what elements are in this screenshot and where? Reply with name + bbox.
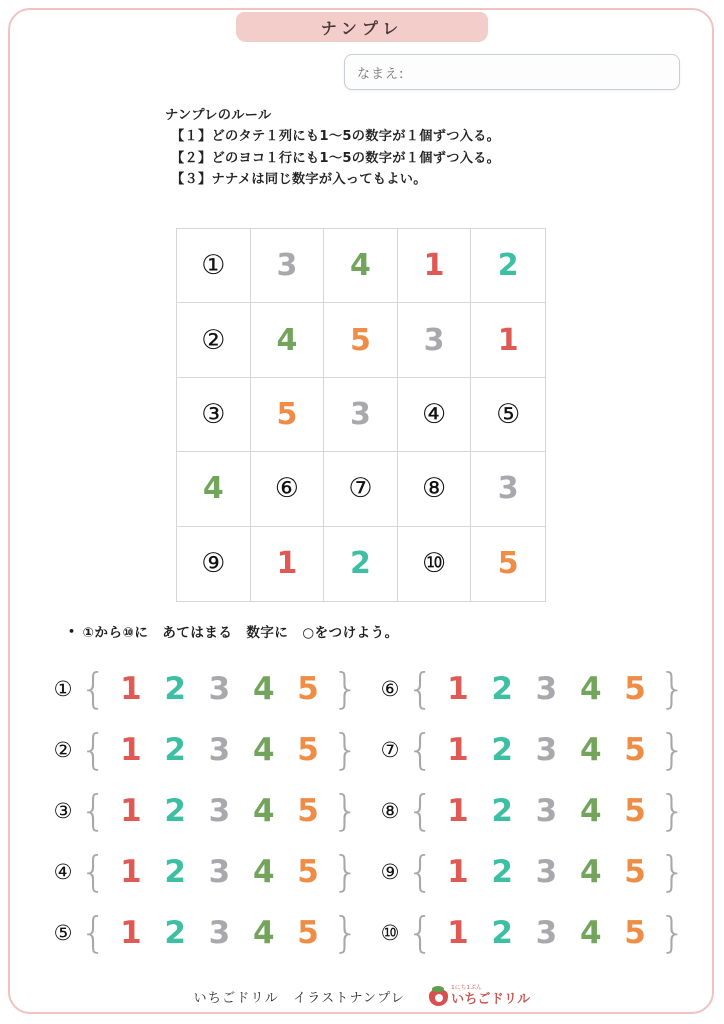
rule-item-3: 【３】ナナメは同じ数字が入ってもよい。 [171, 172, 427, 188]
answer-option-4[interactable]: 4 [579, 853, 602, 890]
footer [0, 986, 724, 1006]
answer-option-3[interactable]: 3 [208, 731, 231, 768]
grid-cell-r3c5[interactable]: ⑤ [471, 378, 545, 452]
answer-row-marker: ⑥ [380, 676, 400, 701]
answer-option-3[interactable]: 3 [535, 670, 558, 707]
grid-cell-r2c2[interactable]: 4 [251, 303, 325, 377]
answer-option-1[interactable]: 1 [120, 853, 142, 890]
answer-option-5[interactable]: 5 [624, 792, 646, 829]
grid-cell-r5c5[interactable]: 5 [497, 546, 519, 582]
answer-option-1[interactable]: 1 [447, 670, 469, 707]
answer-option-3[interactable]: 3 [208, 792, 231, 829]
answer-option-4[interactable]: 4 [579, 670, 602, 707]
grid-cell-r4c2[interactable]: ⑥ [251, 452, 325, 526]
answer-option-2[interactable]: 2 [164, 670, 186, 707]
answer-row-⑥[interactable]: ⑥ { 1 2 3 4 5 } [375, 658, 688, 719]
answer-row-④[interactable]: ④ { 1 2 3 4 5 } [48, 841, 361, 902]
answer-option-2[interactable]: 2 [164, 731, 186, 768]
answer-row-③[interactable]: ③ { 1 2 3 4 5 } [48, 780, 361, 841]
answer-row-②[interactable]: ② { 1 2 3 4 5 } [48, 719, 361, 780]
grid-cell-r4c4[interactable]: ⑧ [398, 452, 472, 526]
answer-option-2[interactable]: 2 [164, 792, 186, 829]
answer-option-4[interactable]: 4 [252, 853, 275, 890]
footer-text: いちごドリル イラストナンプレ [193, 990, 406, 1006]
answer-options [436, 732, 658, 768]
answer-option-2[interactable]: 2 [491, 914, 513, 951]
answer-row-marker: ⑨ [380, 859, 400, 884]
answer-option-3[interactable]: 3 [208, 670, 231, 707]
answer-options [436, 854, 658, 890]
answer-choices[interactable] [48, 658, 688, 963]
answer-option-5[interactable]: 5 [297, 853, 319, 890]
answer-options [436, 793, 658, 829]
name-field-label: なまえ: [357, 66, 405, 82]
answer-option-2[interactable]: 2 [164, 853, 186, 890]
answer-row-⑧[interactable]: ⑧ { 1 2 3 4 5 } [375, 780, 688, 841]
grid-cell-r1c5[interactable]: 2 [471, 229, 545, 303]
answer-option-1[interactable]: 1 [447, 914, 469, 951]
grid-cell-r2c4[interactable]: 3 [398, 303, 472, 377]
answer-option-5[interactable]: 5 [297, 731, 319, 768]
answer-row-marker: ② [53, 737, 73, 762]
answer-row-⑦[interactable]: ⑦ { 1 2 3 4 5 } [375, 719, 688, 780]
answer-row-marker: ⑤ [53, 920, 73, 945]
answer-option-5[interactable]: 5 [297, 670, 319, 707]
rules-block [165, 105, 565, 191]
answer-option-1[interactable]: 1 [447, 731, 469, 768]
answer-options [436, 671, 658, 707]
answer-option-2[interactable]: 2 [164, 914, 186, 951]
answer-option-4[interactable]: 4 [252, 792, 275, 829]
answer-option-5[interactable]: 5 [297, 792, 319, 829]
answer-options [109, 915, 331, 951]
instruction-text: ①から⑩に あてはまる 数字に ○をつけよう。 [82, 625, 399, 641]
sudoku-grid[interactable] [176, 228, 546, 602]
answer-option-1[interactable]: 1 [120, 914, 142, 951]
grid-cell-r3c3[interactable]: 3 [324, 378, 398, 452]
answer-option-3[interactable]: 3 [208, 914, 231, 951]
answer-options [109, 671, 331, 707]
answer-option-3[interactable]: 3 [208, 853, 231, 890]
rule-item-2: 【２】どのヨコ１行にも1〜5の数字が１個ずつ入る。 [171, 150, 501, 166]
answer-option-1[interactable]: 1 [120, 670, 142, 707]
answer-row-marker: ⑦ [380, 737, 400, 762]
answer-option-3[interactable]: 3 [535, 731, 558, 768]
instruction-line [68, 621, 399, 641]
answer-option-2[interactable]: 2 [491, 792, 513, 829]
page-title-banner [236, 12, 488, 42]
brand-logo [429, 986, 530, 1006]
answer-option-3[interactable]: 3 [535, 853, 558, 890]
answer-option-4[interactable]: 4 [252, 914, 275, 951]
grid-cell-r2c5[interactable]: 1 [471, 303, 545, 377]
grid-cell-r5c2[interactable]: 1 [251, 527, 325, 601]
answer-option-4[interactable]: 4 [579, 731, 602, 768]
answer-option-5[interactable]: 5 [624, 670, 646, 707]
answer-option-2[interactable]: 2 [491, 853, 513, 890]
logo-tagline: 1にち1ぷん [451, 985, 482, 992]
answer-options [109, 854, 331, 890]
grid-cell-r3c2[interactable]: 5 [251, 378, 325, 452]
grid-cell-r3c1[interactable]: ③ [177, 378, 251, 452]
answer-option-2[interactable]: 2 [491, 670, 513, 707]
bullet-icon: • [68, 625, 76, 638]
answer-row-marker: ④ [53, 859, 73, 884]
logo-name: いちごドリル [451, 991, 531, 1007]
answer-options [436, 915, 658, 951]
grid-cell-r5c4[interactable]: ⑩ [398, 527, 472, 601]
grid-cell-r1c1[interactable]: ① [177, 229, 251, 303]
answer-option-4[interactable]: 4 [579, 792, 602, 829]
answer-option-2[interactable]: 2 [491, 731, 513, 768]
grid-cell-r1c3[interactable]: 4 [324, 229, 398, 303]
answer-option-5[interactable]: 5 [624, 853, 646, 890]
answer-option-5[interactable]: 5 [297, 914, 319, 951]
answer-option-1[interactable]: 1 [447, 853, 469, 890]
answer-row-①[interactable]: ① { 1 2 3 4 5 } [48, 658, 361, 719]
answer-option-1[interactable]: 1 [120, 731, 142, 768]
rule-item-1: 【１】どのタテ１列にも1〜5の数字が１個ずつ入る。 [171, 129, 501, 145]
answer-option-1[interactable]: 1 [447, 792, 469, 829]
answer-option-3[interactable]: 3 [535, 792, 558, 829]
answer-option-4[interactable]: 4 [252, 731, 275, 768]
grid-cell-r4c1[interactable]: 4 [177, 452, 251, 526]
name-input-field[interactable] [344, 54, 680, 90]
grid-cell-r3c4[interactable]: ④ [398, 378, 472, 452]
grid-cell-r1c2[interactable]: 3 [251, 229, 325, 303]
answer-option-1[interactable]: 1 [120, 792, 142, 829]
answer-row-⑨[interactable]: ⑨ { 1 2 3 4 5 } [375, 841, 688, 902]
grid-cell-r2c1[interactable]: ② [177, 303, 251, 377]
answer-row-marker: ⑧ [380, 798, 400, 823]
page-title: ナンプレ [320, 18, 404, 38]
answer-option-4[interactable]: 4 [579, 914, 602, 951]
answer-row-⑩[interactable]: ⑩ { 1 2 3 4 5 } [375, 902, 688, 963]
answer-options [109, 732, 331, 768]
strawberry-icon [429, 986, 448, 1006]
grid-cell-r4c3[interactable]: ⑦ [324, 452, 398, 526]
answer-row-marker: ⑩ [380, 920, 400, 945]
answer-option-5[interactable]: 5 [624, 914, 646, 951]
answer-row-marker: ③ [53, 798, 73, 823]
grid-cell-r2c3[interactable]: 5 [324, 303, 398, 377]
answer-option-3[interactable]: 3 [535, 914, 558, 951]
answer-option-4[interactable]: 4 [252, 670, 275, 707]
grid-cell-r1c4[interactable]: 1 [398, 229, 472, 303]
answer-row-⑤[interactable]: ⑤ { 1 2 3 4 5 } [48, 902, 361, 963]
rules-heading: ナンプレのルール [165, 108, 272, 123]
grid-cell-r5c1[interactable]: ⑨ [177, 527, 251, 601]
grid-cell-r5c3[interactable]: 2 [324, 527, 398, 601]
answer-option-5[interactable]: 5 [624, 731, 646, 768]
answer-options [109, 793, 331, 829]
grid-cell-r4c5[interactable]: 3 [471, 452, 545, 526]
answer-row-marker: ① [53, 676, 73, 701]
